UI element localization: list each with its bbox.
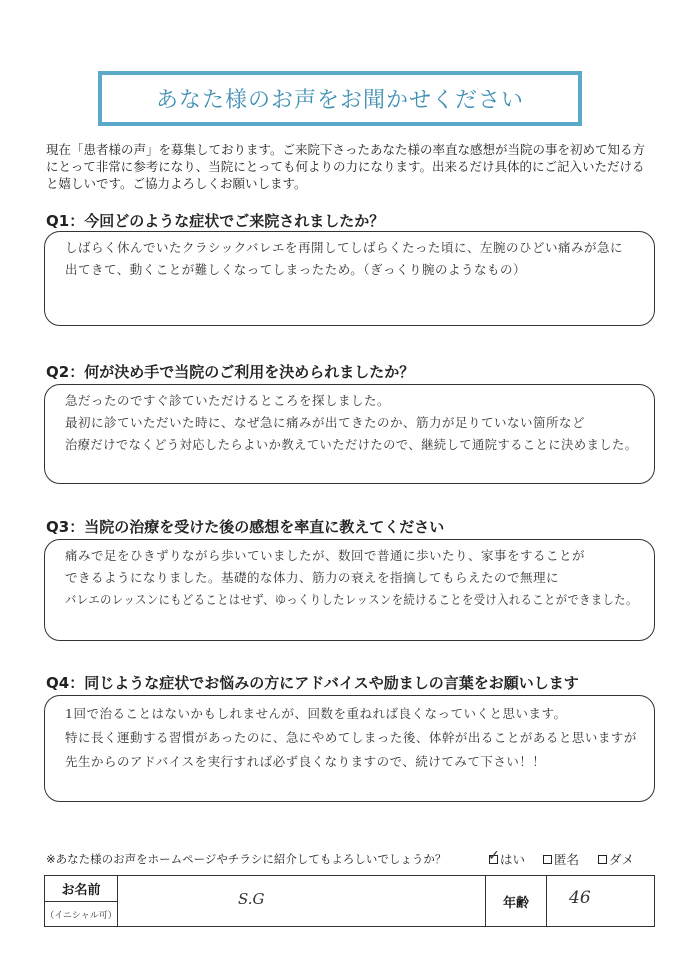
title-box — [98, 71, 582, 126]
checkbox-yes[interactable] — [488, 847, 500, 864]
consent-option-anonymous-label: 匿名 — [554, 852, 580, 867]
consent-option-yes[interactable] — [488, 847, 526, 868]
name-value: S.G — [238, 890, 265, 908]
consent-option-no[interactable] — [598, 850, 634, 868]
intro-text: 現在「患者様の声」を募集しております。ご来院下さったあなた様の率直な感想が当院の事を初めて知る方にとって非常に参考になり、当院にとっても何よりの力になります。出来るだけ具体的にご記入いただけると嬉しいです。ご協力よろしくお願いします。 — [46, 142, 646, 191]
name-field[interactable] — [118, 876, 486, 927]
info-table — [44, 875, 655, 927]
answer-box-3 — [44, 539, 655, 641]
answer-4-line-3: 先生からのアドバイスを実行すれば必ず良くなりますので、続けてみて下さい！！ — [65, 754, 546, 769]
answer-3-line-2: できるようになりました。基礎的な体力、筋力の衰えを指摘してもらえたので無理に — [65, 570, 560, 585]
age-label: 年齢 — [486, 876, 547, 927]
answer-box-2 — [44, 384, 655, 484]
answer-1-line-2: 出てきて、動くことが難しくなってしまったため。（ぎっくり腕のようなもの） — [65, 262, 527, 277]
name-label: お名前 — [45, 876, 118, 902]
consent-option-anonymous[interactable] — [543, 850, 579, 868]
answer-1-line-1: しばらく休んでいたクラシックバレエを再開してしばらくたった頃に、左腕のひどい痛みが急に — [65, 240, 624, 255]
answer-3-line-1: 痛みで足をひきずりながら歩いていましたが、数回で普通に歩いたり、家事をすることが — [65, 548, 586, 563]
checkbox-no[interactable] — [598, 855, 607, 864]
age-field[interactable] — [547, 876, 655, 927]
answer-2-line-3: 治療だけでなくどう対応したらよいか教えていただけたので、継続して通院することに決めました。 — [65, 437, 638, 452]
check-mark-icon: ✓ — [488, 847, 500, 864]
consent-option-yes-label: はい — [500, 852, 526, 867]
answer-3-line-3: バレエのレッスンにもどることはせず、ゆっくりしたレッスンを続けることを受け入れることができました。 — [65, 592, 638, 607]
question-4-label: Q4：同じような症状でお悩みの方にアドバイスや励ましの言葉をお願いします — [46, 674, 579, 692]
question-1-label: Q1：今回どのような症状でご来院されましたか？ — [46, 212, 385, 230]
answer-2-line-1: 急だったのですぐ診ていただけるところを探しました。 — [65, 393, 391, 408]
age-value: 46 — [569, 888, 591, 908]
question-3-label: Q3：当院の治療を受けた後の感想を率直に教えてください — [46, 518, 445, 536]
question-2-label: Q2：何が決め手で当院のご利用を決められましたか？ — [46, 363, 415, 381]
answer-4-line-2: 特に長く運動する習慣があったのに、急にやめてしまった後、体幹が出ることがあると思いますが — [65, 730, 637, 745]
answer-box-1 — [44, 231, 655, 326]
consent-option-no-label: ダメ — [609, 852, 635, 867]
checkbox-anonymous[interactable] — [543, 855, 552, 864]
name-sub-label: （イニシャル可） — [45, 902, 118, 927]
answer-box-4 — [44, 695, 655, 802]
consent-question: ※あなた様のお声をホームページやチラシに紹介してもよろしいでしょうか？ — [46, 852, 447, 866]
answer-4-line-1: 1回で治ることはないかもしれませんが、回数を重ねれば良くなっていくと思います。 — [65, 706, 567, 721]
answer-2-line-2: 最初に診ていただいた時に、なぜ急に痛みが出てきたのか、筋力が足りていない箇所など — [65, 415, 586, 430]
page-title: あなた様のお声をお聞かせください — [155, 88, 524, 113]
